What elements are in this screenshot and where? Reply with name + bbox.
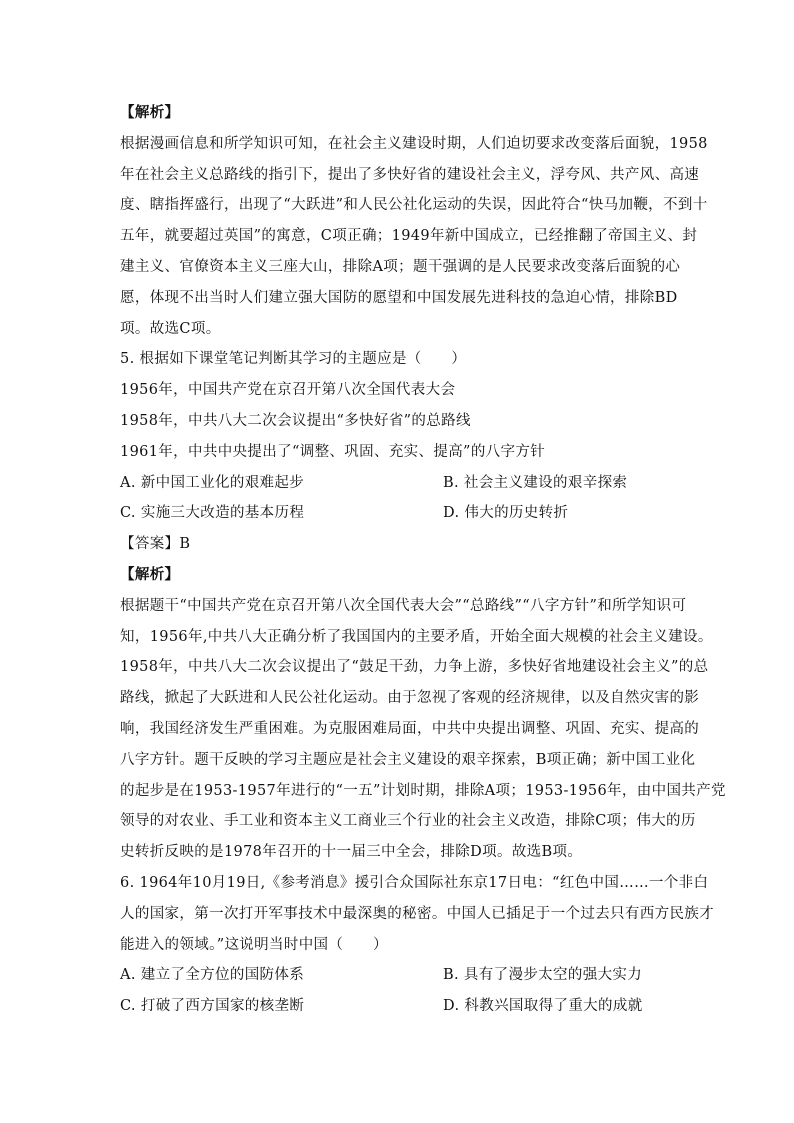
question-5-analysis-heading: 【解析】 bbox=[120, 565, 180, 583]
question-5-analysis-line: 八字方针。题干反映的学习主题应是社会主义建设的艰辛探索，B项正确；新中国工业化 bbox=[120, 751, 696, 768]
question-5-option-d: D. 伟大的历史转折 bbox=[443, 505, 569, 522]
question-5-option-b: B. 社会主义建设的艰辛探索 bbox=[443, 474, 628, 491]
question-5-analysis-line: 路线，掀起了大跃进和人民公社化运动。由于忽视了客观的经济规律，以及自然灾害的影 bbox=[120, 690, 700, 707]
question-5-option-a: A. 新中国工业化的艰难起步 bbox=[120, 474, 305, 491]
question-5-note: 1958年，中共八大二次会议提出“多快好省”的总路线 bbox=[120, 412, 471, 429]
question-6-option-a: A. 建立了全方位的国防体系 bbox=[120, 967, 305, 984]
question-6-option-b: B. 具有了漫步太空的强大实力 bbox=[443, 967, 643, 984]
analysis-line: 度、瞎指挥盛行，出现了“大跃进”和人民公社化运动的失误，因此符合“快马加鞭，不到十 bbox=[120, 197, 708, 214]
question-6-options-row bbox=[120, 991, 680, 1022]
document-page bbox=[120, 98, 726, 1022]
question-5-answer: 【答案】B bbox=[120, 536, 191, 553]
question-5-analysis-line: 的起步是在1953-1957年进行的“一五”计划时期，排除A项；1953-1956年，由中国共产党 bbox=[120, 782, 726, 799]
analysis-heading: 【解析】 bbox=[120, 104, 180, 121]
question-5-analysis-line: 响，我国经济发生严重困难。为克服困难局面，中共中央提出调整、巩固、充实、提高的 bbox=[120, 720, 700, 737]
question-6-stem: 能进入的领域。”这说明当时中国（ ） bbox=[120, 936, 388, 953]
question-5-analysis-line: 知，1956年,中共八大正确分析了我国国内的主要矛盾，开始全面大规模的社会主义建设。 bbox=[120, 628, 713, 645]
analysis-line: 项。故选C项。 bbox=[120, 320, 221, 337]
question-5-note: 1956年，中国共产党在京召开第八次全国代表大会 bbox=[120, 382, 456, 399]
analysis-line: 愿，体现不出当时人们建立强大国防的愿望和中国发展先进科技的急迫心情，排除BD bbox=[120, 289, 678, 306]
question-5-stem: 5. 根据如下课堂笔记判断其学习的主题应是（ ） bbox=[120, 351, 467, 368]
question-5-analysis-line: 史转折反映的是1978年召开的十一届三中全会，排除D项。故选B项。 bbox=[120, 844, 583, 861]
question-6-options-row bbox=[120, 960, 680, 991]
question-5-analysis-line: 根据题干“中国共产党在京召开第八次全国代表大会”“总路线”“八字方针”和所学知识可 bbox=[120, 597, 687, 614]
analysis-line: 建主义、官僚资本主义三座大山，排除A项；题干强调的是人民要求改变落后面貌的心 bbox=[120, 258, 681, 275]
question-6-stem: 人的国家，第一次打开军事技术中最深奥的秘密。中国人已插足于一个过去只有西方民族才 bbox=[120, 905, 714, 922]
question-5-options-row bbox=[120, 498, 680, 529]
question-5-analysis-line: 领导的对农业、手工业和资本主义工商业三个行业的社会主义改造，排除C项；伟大的历 bbox=[120, 813, 696, 830]
question-5-options-row bbox=[120, 468, 680, 499]
analysis-line: 五年，就要超过英国”的寓意，C项正确；1949年新中国成立，已经推翻了帝国主义、封 bbox=[120, 228, 698, 245]
analysis-line: 根据漫画信息和所学知识可知，在社会主义建设时期，人们迫切要求改变落后面貌，1958 bbox=[120, 135, 708, 152]
question-6-option-d: D. 科教兴国取得了重大的成就 bbox=[443, 998, 643, 1015]
question-5-analysis-line: 1958年，中共八大二次会议提出了“鼓足干劲，力争上游，多快好省地建设社会主义”的总 bbox=[120, 659, 709, 676]
question-5-note: 1961年，中共中央提出了“调整、巩固、充实、提高”的八字方针 bbox=[120, 443, 546, 460]
question-6-option-c: C. 打破了西方国家的核垄断 bbox=[120, 998, 305, 1015]
question-5-option-c: C. 实施三大改造的基本历程 bbox=[120, 505, 305, 522]
question-6-stem: 6. 1964年10月19日,《参考消息》援引合众国际社东京17日电：“红色中国……一个非白 bbox=[120, 874, 709, 891]
analysis-line: 年在社会主义总路线的指引下，提出了多快好省的建设社会主义，浮夸风、共产风、高速 bbox=[120, 166, 700, 183]
